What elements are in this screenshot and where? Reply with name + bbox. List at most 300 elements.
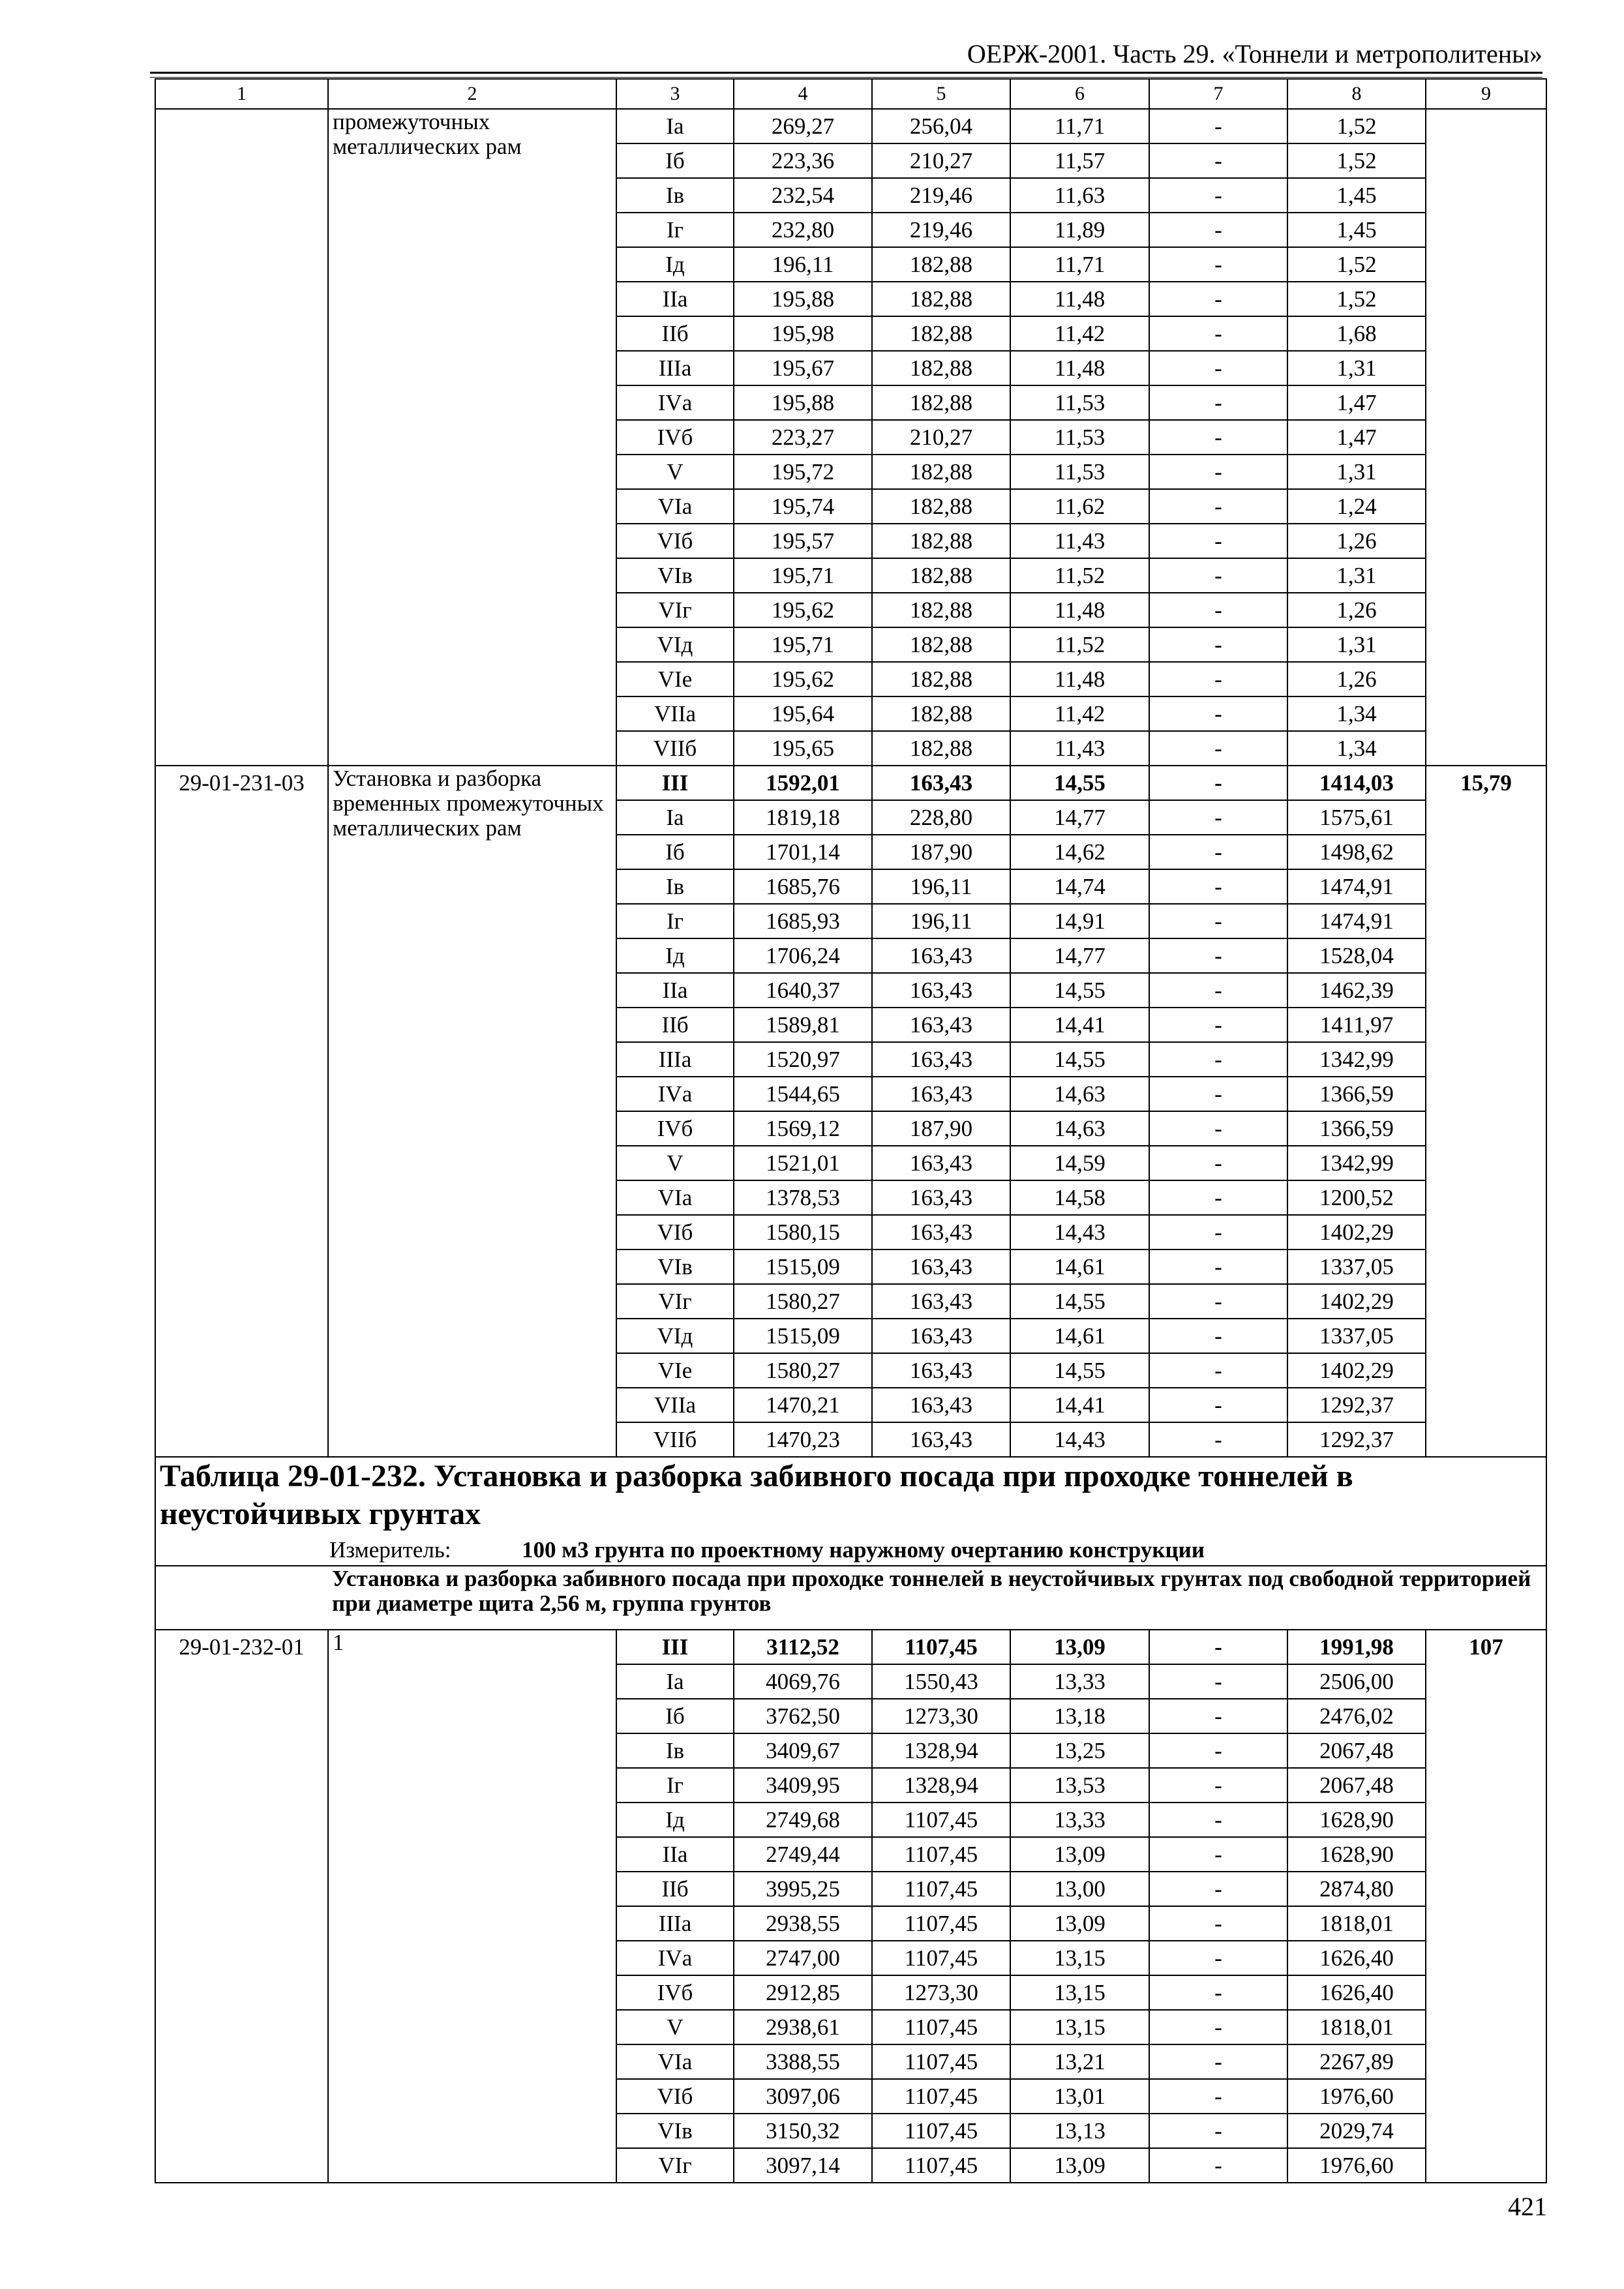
cell-soil-group: IVа <box>616 385 734 420</box>
cell-driver-wages: - <box>1149 1699 1287 1733</box>
cell-machine-operation: 11,57 <box>1010 143 1149 178</box>
cell-labor-wages: 182,88 <box>872 455 1010 489</box>
cell-materials: 1,47 <box>1287 420 1426 455</box>
cell-labor-wages: 1107,45 <box>872 2044 1010 2079</box>
cell-direct-costs: 4069,76 <box>734 1664 872 1699</box>
cell-machine-operation: 14,61 <box>1010 1319 1149 1353</box>
cell-labor-wages: 219,46 <box>872 213 1010 247</box>
cell-materials: 1,31 <box>1287 627 1426 662</box>
cell-soil-group: VIIб <box>616 1422 734 1457</box>
cell-direct-costs: 223,36 <box>734 143 872 178</box>
cell-machine-operation: 14,77 <box>1010 938 1149 973</box>
cell-soil-group: IIа <box>616 1837 734 1872</box>
cell-direct-costs: 232,80 <box>734 213 872 247</box>
cell-driver-wages: - <box>1149 1215 1287 1249</box>
cell-labor-wages: 187,90 <box>872 1111 1010 1146</box>
cell-soil-group: Iв <box>616 178 734 213</box>
cell-labor-wages: 163,43 <box>872 1388 1010 1422</box>
cell-direct-costs: 195,98 <box>734 316 872 351</box>
cell-driver-wages: - <box>1149 1146 1287 1180</box>
cell-labor-wages: 1328,94 <box>872 1768 1010 1803</box>
cell-direct-costs: 195,88 <box>734 385 872 420</box>
cell-direct-costs: 3762,50 <box>734 1699 872 1733</box>
cell-direct-costs: 2912,85 <box>734 1975 872 2010</box>
cell-machine-operation: 14,55 <box>1010 1353 1149 1388</box>
cell-labor-wages: 187,90 <box>872 835 1010 869</box>
cell-soil-group: VIд <box>616 627 734 662</box>
cell-soil-group: Iд <box>616 938 734 973</box>
cell-driver-wages: - <box>1149 178 1287 213</box>
cell-driver-wages: - <box>1149 1872 1287 1906</box>
cell-labor-wages: 163,43 <box>872 1042 1010 1077</box>
cell-soil-group: V <box>616 1146 734 1180</box>
norm-code: 29-01-232-01 <box>155 1630 328 2183</box>
cell-materials: 1628,90 <box>1287 1837 1426 1872</box>
cell-machine-operation: 11,53 <box>1010 420 1149 455</box>
cell-direct-costs: 3995,25 <box>734 1872 872 1906</box>
cell-driver-wages: - <box>1149 1733 1287 1768</box>
cell-materials: 1,47 <box>1287 385 1426 420</box>
table-row <box>155 109 1546 143</box>
cell-soil-group: Iд <box>616 247 734 282</box>
cell-labor-wages: 182,88 <box>872 351 1010 385</box>
cell-materials: 1411,97 <box>1287 1008 1426 1042</box>
cell-direct-costs: 1819,18 <box>734 800 872 835</box>
cell-labor-wages: 1107,45 <box>872 1803 1010 1837</box>
cell-materials: 2267,89 <box>1287 2044 1426 2079</box>
cell-materials: 1528,04 <box>1287 938 1426 973</box>
cell-driver-wages: - <box>1149 385 1287 420</box>
cell-direct-costs: 3388,55 <box>734 2044 872 2079</box>
column-number: 3 <box>616 79 734 109</box>
cell-materials: 1292,37 <box>1287 1388 1426 1422</box>
cell-labor-wages: 182,88 <box>872 731 1010 766</box>
cell-driver-wages: - <box>1149 1111 1287 1146</box>
cell-direct-costs: 195,71 <box>734 627 872 662</box>
cell-direct-costs: 223,27 <box>734 420 872 455</box>
cell-labor-wages: 163,43 <box>872 1146 1010 1180</box>
cell-soil-group: Iб <box>616 835 734 869</box>
cell-labor-wages: 163,43 <box>872 973 1010 1008</box>
cell-soil-group: IVа <box>616 1941 734 1975</box>
cell-driver-wages: - <box>1149 766 1287 800</box>
cell-driver-wages: - <box>1149 2079 1287 2114</box>
cell-driver-wages: - <box>1149 489 1287 524</box>
cell-machine-operation: 11,48 <box>1010 662 1149 696</box>
cell-labor-wages: 210,27 <box>872 420 1010 455</box>
cell-direct-costs: 1520,97 <box>734 1042 872 1077</box>
cell-machine-operation: 11,71 <box>1010 109 1149 143</box>
cell-soil-group: IIIа <box>616 351 734 385</box>
cell-direct-costs: 2938,55 <box>734 1906 872 1941</box>
cell-machine-operation: 11,71 <box>1010 247 1149 282</box>
cell-labor-wages: 1107,45 <box>872 1872 1010 1906</box>
norm-code <box>155 109 328 766</box>
cell-materials: 1366,59 <box>1287 1111 1426 1146</box>
cell-machine-operation: 14,41 <box>1010 1388 1149 1422</box>
cell-driver-wages: - <box>1149 1664 1287 1699</box>
cell-materials: 1402,29 <box>1287 1353 1426 1388</box>
cell-materials: 1976,60 <box>1287 2148 1426 2183</box>
cell-labor-wages: 1107,45 <box>872 2148 1010 2183</box>
cell-direct-costs: 1685,76 <box>734 869 872 904</box>
cell-direct-costs: 2749,44 <box>734 1837 872 1872</box>
cell-direct-costs: 3097,06 <box>734 2079 872 2114</box>
cell-direct-costs: 2938,61 <box>734 2010 872 2044</box>
page-number: 421 <box>1508 2192 1547 2221</box>
cell-machine-operation: 14,63 <box>1010 1077 1149 1111</box>
cell-direct-costs: 1580,15 <box>734 1215 872 1249</box>
cell-driver-wages: - <box>1149 1941 1287 1975</box>
cell-labor-wages: 1107,45 <box>872 1837 1010 1872</box>
cell-direct-costs: 1515,09 <box>734 1249 872 1284</box>
cell-machine-operation: 11,43 <box>1010 524 1149 558</box>
cell-machine-operation: 14,61 <box>1010 1249 1149 1284</box>
cell-direct-costs: 2749,68 <box>734 1803 872 1837</box>
cell-machine-operation: 11,53 <box>1010 385 1149 420</box>
cell-machine-operation: 14,74 <box>1010 869 1149 904</box>
cell-materials: 1402,29 <box>1287 1215 1426 1249</box>
cell-labor-wages: 1107,45 <box>872 2010 1010 2044</box>
cell-machine-operation: 11,52 <box>1010 558 1149 593</box>
cell-driver-wages: - <box>1149 1906 1287 1941</box>
cell-soil-group: VIа <box>616 489 734 524</box>
cell-soil-group: IIа <box>616 973 734 1008</box>
rates-table <box>155 78 1547 2183</box>
cell-labor-wages: 163,43 <box>872 1284 1010 1319</box>
cell-soil-group: VIд <box>616 1319 734 1353</box>
cell-soil-group: III <box>616 766 734 800</box>
cell-direct-costs: 232,54 <box>734 178 872 213</box>
cell-soil-group: IIIа <box>616 1906 734 1941</box>
cell-materials: 2029,74 <box>1287 2114 1426 2148</box>
labor-hours <box>1426 109 1546 766</box>
header-rule <box>150 72 1542 74</box>
cell-soil-group: Iа <box>616 1664 734 1699</box>
cell-direct-costs: 1580,27 <box>734 1353 872 1388</box>
cell-machine-operation: 11,43 <box>1010 731 1149 766</box>
cell-driver-wages: - <box>1149 109 1287 143</box>
cell-direct-costs: 1640,37 <box>734 973 872 1008</box>
cell-materials: 1,45 <box>1287 178 1426 213</box>
cell-soil-group: VIIб <box>616 731 734 766</box>
cell-driver-wages: - <box>1149 1975 1287 2010</box>
cell-materials: 1,52 <box>1287 247 1426 282</box>
cell-direct-costs: 195,71 <box>734 558 872 593</box>
cell-soil-group: Iб <box>616 1699 734 1733</box>
cell-machine-operation: 14,55 <box>1010 1284 1149 1319</box>
cell-soil-group: IIIа <box>616 1042 734 1077</box>
cell-machine-operation: 13,15 <box>1010 2010 1149 2044</box>
cell-driver-wages: - <box>1149 2148 1287 2183</box>
cell-soil-group: Iд <box>616 1803 734 1837</box>
cell-labor-wages: 163,43 <box>872 1249 1010 1284</box>
cell-machine-operation: 14,77 <box>1010 800 1149 835</box>
cell-soil-group: VIв <box>616 2114 734 2148</box>
cell-driver-wages: - <box>1149 351 1287 385</box>
cell-labor-wages: 196,11 <box>872 869 1010 904</box>
cell-soil-group: IVб <box>616 1111 734 1146</box>
cell-driver-wages: - <box>1149 2114 1287 2148</box>
cell-soil-group: Iа <box>616 109 734 143</box>
cell-driver-wages: - <box>1149 1319 1287 1353</box>
cell-labor-wages: 163,43 <box>872 1180 1010 1215</box>
cell-labor-wages: 163,43 <box>872 1215 1010 1249</box>
cell-soil-group: III <box>616 1630 734 1664</box>
cell-materials: 1,52 <box>1287 282 1426 316</box>
cell-machine-operation: 11,62 <box>1010 489 1149 524</box>
cell-driver-wages: - <box>1149 143 1287 178</box>
cell-direct-costs: 3097,14 <box>734 2148 872 2183</box>
cell-driver-wages: - <box>1149 731 1287 766</box>
cell-materials: 1,52 <box>1287 143 1426 178</box>
rates-table-body <box>155 79 1546 2183</box>
cell-soil-group: Iв <box>616 1733 734 1768</box>
cell-machine-operation: 13,09 <box>1010 1630 1149 1664</box>
column-number: 5 <box>872 79 1010 109</box>
cell-direct-costs: 196,11 <box>734 247 872 282</box>
cell-direct-costs: 195,64 <box>734 696 872 731</box>
cell-machine-operation: 14,62 <box>1010 835 1149 869</box>
cell-soil-group: VIб <box>616 524 734 558</box>
cell-driver-wages: - <box>1149 973 1287 1008</box>
cell-materials: 1402,29 <box>1287 1284 1426 1319</box>
cell-machine-operation: 13,25 <box>1010 1733 1149 1768</box>
cell-driver-wages: - <box>1149 1803 1287 1837</box>
cell-driver-wages: - <box>1149 1630 1287 1664</box>
labor-hours: 15,79 <box>1426 766 1546 1457</box>
cell-labor-wages: 182,88 <box>872 316 1010 351</box>
cell-machine-operation: 13,15 <box>1010 1975 1149 2010</box>
cell-driver-wages: - <box>1149 1388 1287 1422</box>
cell-materials: 1337,05 <box>1287 1319 1426 1353</box>
cell-direct-costs: 1569,12 <box>734 1111 872 1146</box>
cell-materials: 1,34 <box>1287 696 1426 731</box>
cell-driver-wages: - <box>1149 213 1287 247</box>
cell-labor-wages: 1273,30 <box>872 1699 1010 1733</box>
cell-materials: 1342,99 <box>1287 1146 1426 1180</box>
cell-direct-costs: 2747,00 <box>734 1941 872 1975</box>
cell-machine-operation: 14,91 <box>1010 904 1149 938</box>
cell-machine-operation: 14,58 <box>1010 1180 1149 1215</box>
cell-direct-costs: 1470,23 <box>734 1422 872 1457</box>
cell-labor-wages: 196,11 <box>872 904 1010 938</box>
cell-machine-operation: 13,33 <box>1010 1664 1149 1699</box>
cell-direct-costs: 1470,21 <box>734 1388 872 1422</box>
cell-materials: 2506,00 <box>1287 1664 1426 1699</box>
cell-labor-wages: 1550,43 <box>872 1664 1010 1699</box>
cell-materials: 1991,98 <box>1287 1630 1426 1664</box>
cell-driver-wages: - <box>1149 800 1287 835</box>
cell-materials: 1976,60 <box>1287 2079 1426 2114</box>
cell-direct-costs: 269,27 <box>734 109 872 143</box>
cell-soil-group: IIб <box>616 1008 734 1042</box>
cell-materials: 1,26 <box>1287 593 1426 627</box>
cell-machine-operation: 13,15 <box>1010 1941 1149 1975</box>
cell-direct-costs: 1685,93 <box>734 904 872 938</box>
cell-direct-costs: 3112,52 <box>734 1630 872 1664</box>
cell-machine-operation: 13,53 <box>1010 1768 1149 1803</box>
cell-direct-costs: 1701,14 <box>734 835 872 869</box>
cell-machine-operation: 11,48 <box>1010 282 1149 316</box>
cell-soil-group: VIIа <box>616 696 734 731</box>
cell-materials: 1474,91 <box>1287 869 1426 904</box>
column-number: 1 <box>155 79 328 109</box>
cell-soil-group: VIв <box>616 558 734 593</box>
cell-driver-wages: - <box>1149 1042 1287 1077</box>
column-number: 7 <box>1149 79 1287 109</box>
cell-driver-wages: - <box>1149 904 1287 938</box>
running-header: ОЕРЖ-2001. Часть 29. «Тоннели и метрополитены» <box>967 39 1542 68</box>
cell-labor-wages: 219,46 <box>872 178 1010 213</box>
cell-soil-group: VIг <box>616 593 734 627</box>
table-title-row <box>155 1457 1546 1566</box>
cell-soil-group: IVа <box>616 1077 734 1111</box>
cell-labor-wages: 163,43 <box>872 766 1010 800</box>
cell-soil-group: VIе <box>616 1353 734 1388</box>
cell-materials: 2874,80 <box>1287 1872 1426 1906</box>
cell-materials: 1,26 <box>1287 524 1426 558</box>
cell-driver-wages: - <box>1149 869 1287 904</box>
cell-machine-operation: 13,13 <box>1010 2114 1149 2148</box>
work-name: 1 <box>328 1630 616 2183</box>
cell-driver-wages: - <box>1149 524 1287 558</box>
cell-machine-operation: 11,53 <box>1010 455 1149 489</box>
cell-labor-wages: 1273,30 <box>872 1975 1010 2010</box>
cell-soil-group: VIб <box>616 2079 734 2114</box>
cell-labor-wages: 182,88 <box>872 385 1010 420</box>
table-title: Таблица 29-01-232. Установка и разборка забивного посада при проходке тоннелей в неустойчивых грунтах <box>160 1459 1353 1531</box>
column-number-row <box>155 79 1546 109</box>
cell-materials: 2067,48 <box>1287 1768 1426 1803</box>
cell-labor-wages: 182,88 <box>872 489 1010 524</box>
cell-materials: 1366,59 <box>1287 1077 1426 1111</box>
cell-materials: 1342,99 <box>1287 1042 1426 1077</box>
cell-materials: 1,31 <box>1287 455 1426 489</box>
cell-machine-operation: 13,33 <box>1010 1803 1149 1837</box>
cell-soil-group: IVб <box>616 1975 734 2010</box>
cell-labor-wages: 182,88 <box>872 524 1010 558</box>
cell-direct-costs: 3409,67 <box>734 1733 872 1768</box>
measure-unit-row <box>329 1536 1542 1564</box>
header-rule-thin <box>150 77 1542 78</box>
cell-direct-costs: 1589,81 <box>734 1008 872 1042</box>
cell-materials: 1,68 <box>1287 316 1426 351</box>
cell-materials: 1,45 <box>1287 213 1426 247</box>
cell-machine-operation: 14,41 <box>1010 1008 1149 1042</box>
cell-machine-operation: 14,43 <box>1010 1422 1149 1457</box>
cell-driver-wages: - <box>1149 1284 1287 1319</box>
cell-soil-group: VIа <box>616 1180 734 1215</box>
cell-direct-costs: 1521,01 <box>734 1146 872 1180</box>
cell-direct-costs: 1580,27 <box>734 1284 872 1319</box>
cell-labor-wages: 163,43 <box>872 1077 1010 1111</box>
measure-unit-label: Измеритель: <box>329 1537 451 1563</box>
cell-soil-group: Iв <box>616 869 734 904</box>
cell-driver-wages: - <box>1149 316 1287 351</box>
cell-driver-wages: - <box>1149 1422 1287 1457</box>
cell-machine-operation: 14,55 <box>1010 1042 1149 1077</box>
cell-materials: 1575,61 <box>1287 800 1426 835</box>
cell-labor-wages: 182,88 <box>872 662 1010 696</box>
cell-soil-group: Iб <box>616 143 734 178</box>
cell-materials: 1292,37 <box>1287 1422 1426 1457</box>
cell-machine-operation: 11,89 <box>1010 213 1149 247</box>
cell-materials: 1628,90 <box>1287 1803 1426 1837</box>
cell-soil-group: IIб <box>616 316 734 351</box>
cell-materials: 1818,01 <box>1287 1906 1426 1941</box>
cell-labor-wages: 228,80 <box>872 800 1010 835</box>
cell-materials: 1818,01 <box>1287 2010 1426 2044</box>
cell-labor-wages: 182,88 <box>872 627 1010 662</box>
cell-labor-wages: 1107,45 <box>872 1906 1010 1941</box>
cell-materials: 1626,40 <box>1287 1975 1426 2010</box>
cell-soil-group: IIб <box>616 1872 734 1906</box>
cell-driver-wages: - <box>1149 627 1287 662</box>
cell-soil-group: VIг <box>616 1284 734 1319</box>
work-name: Установка и разборка временных промежуточных металлических рам <box>328 766 616 1457</box>
cell-machine-operation: 13,09 <box>1010 1906 1149 1941</box>
cell-machine-operation: 13,01 <box>1010 2079 1149 2114</box>
cell-labor-wages: 1107,45 <box>872 1630 1010 1664</box>
cell-soil-group: Iг <box>616 904 734 938</box>
cell-machine-operation: 11,63 <box>1010 178 1149 213</box>
cell-direct-costs: 1592,01 <box>734 766 872 800</box>
cell-machine-operation: 13,00 <box>1010 1872 1149 1906</box>
measure-unit-value: 100 м3 грунта по проектному наружному очертанию конструкции <box>522 1537 1205 1563</box>
cell-machine-operation: 11,48 <box>1010 593 1149 627</box>
cell-labor-wages: 182,88 <box>872 247 1010 282</box>
cell-soil-group: VIIа <box>616 1388 734 1422</box>
cell-machine-operation: 14,55 <box>1010 766 1149 800</box>
cell-soil-group: IVб <box>616 420 734 455</box>
cell-driver-wages: - <box>1149 1180 1287 1215</box>
cell-soil-group: V <box>616 455 734 489</box>
cell-machine-operation: 11,42 <box>1010 316 1149 351</box>
cell-materials: 1462,39 <box>1287 973 1426 1008</box>
column-number: 6 <box>1010 79 1149 109</box>
cell-labor-wages: 1107,45 <box>872 2114 1010 2148</box>
cell-labor-wages: 182,88 <box>872 696 1010 731</box>
cell-direct-costs: 3409,95 <box>734 1768 872 1803</box>
cell-labor-wages: 1328,94 <box>872 1733 1010 1768</box>
cell-driver-wages: - <box>1149 455 1287 489</box>
cell-driver-wages: - <box>1149 2044 1287 2079</box>
cell-labor-wages: 163,43 <box>872 1319 1010 1353</box>
cell-materials: 1498,62 <box>1287 835 1426 869</box>
cell-labor-wages: 182,88 <box>872 593 1010 627</box>
work-name: промежуточных металлических рам <box>328 109 616 766</box>
cell-materials: 1,52 <box>1287 109 1426 143</box>
cell-driver-wages: - <box>1149 420 1287 455</box>
cell-labor-wages: 163,43 <box>872 1008 1010 1042</box>
cell-direct-costs: 195,62 <box>734 593 872 627</box>
subheading: Установка и разборка забивного посада при проходке тоннелей в неустойчивых грунтах под свободной территорией при диаметре щита 2,56 м, группа грунтов <box>155 1566 1546 1630</box>
cell-driver-wages: - <box>1149 662 1287 696</box>
cell-direct-costs: 195,67 <box>734 351 872 385</box>
cell-materials: 1,34 <box>1287 731 1426 766</box>
cell-driver-wages: - <box>1149 282 1287 316</box>
cell-direct-costs: 1378,53 <box>734 1180 872 1215</box>
table-row <box>155 1630 1546 1664</box>
cell-direct-costs: 195,65 <box>734 731 872 766</box>
cell-materials: 2476,02 <box>1287 1699 1426 1733</box>
cell-labor-wages: 210,27 <box>872 143 1010 178</box>
cell-materials: 1,26 <box>1287 662 1426 696</box>
cell-soil-group: VIг <box>616 2148 734 2183</box>
cell-direct-costs: 195,57 <box>734 524 872 558</box>
cell-machine-operation: 11,48 <box>1010 351 1149 385</box>
